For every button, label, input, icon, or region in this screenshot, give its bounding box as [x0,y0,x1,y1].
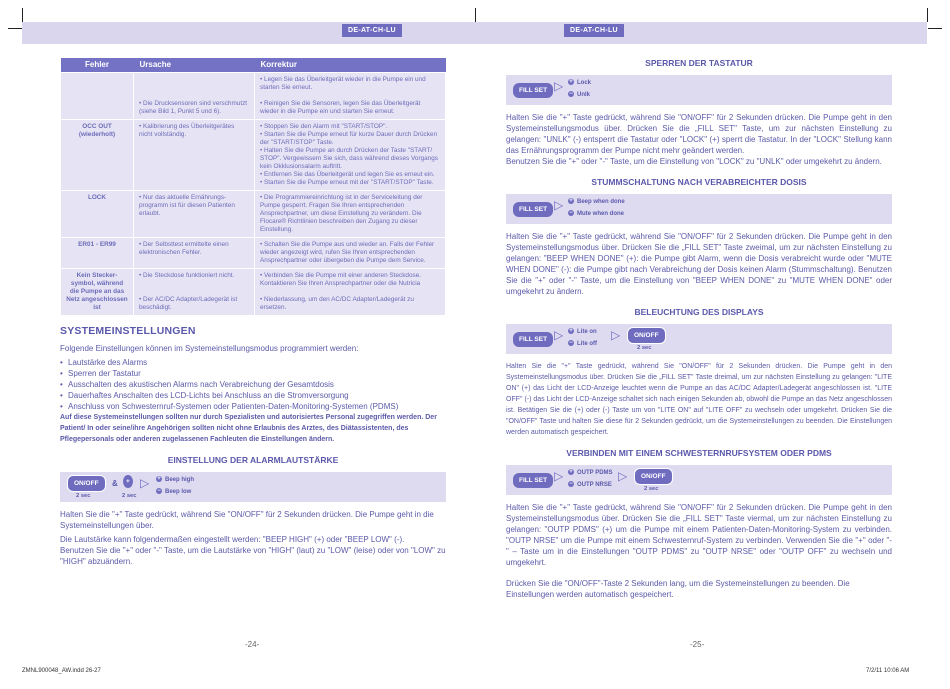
ursache-cell: • Nur das aktuelle Ernährungs-programm ist für diesen Patienten erlaubt. [134,191,255,238]
warning-text: Auf diese Systemeinstellungen sollten nur durch Spezialisten und autorisiertes Personal zugegriffen werden. Der Patient/ In oder seine/ihre Angehörigen sollten nicht ohne Erlaubnis des Arztes, des Diätassistenten, des Pflegepersonals oder anderen zugelassenen Fachleuten die Einstellungen ändern. [60,414,437,443]
ursache-cell: • Kalibrierung des Überleitgerätes nicht vollständig. [134,120,255,191]
display-text: Halten Sie die "+" Taste gedrückt, während Sie "ON/OFF" für 2 Sekunden drücken. Die Pumpe geht in den Systemeinstellungsmodus über. Drücken Sie die „FILL SET" Taste dreimal, um zur nächsten Einstellung zu gelangen: "LITE ON" (+) das Licht der LCD-Anzeige leuchtet wenn die Pumpe an das AC/DC Adapter/Ladegerät angeschlossen ist. "LITE OFF" (-) das Licht der LCD-Anzeige schaltet sich nach einigen Sekunden ab, obwohl die Pumpe an das Netz angeschlossen ist. Betätigen Sie die (+) oder (-) Taste um von "LITE ON" auf "LITE OFF" zu wechseln oder umgekehrt. Drücken Sie die "ON/OFF" Taste und halten Sie diese für 2 Sekunden gedrückt, um die Systemeinstellungen zu beenden. Die Einstellungen werden automatisch gespeichert. [506,363,892,436]
list-item: • Dauerhaftes Anschalten des LCD-Lichts bei Anschluss an die Stromversorgung [60,390,446,401]
chevron-right-icon: ▷ [618,469,628,483]
on-off-key: ON/OFF [627,327,666,344]
alarm-text: Die Lautstärke kann folgendermaßen eingestellt werden: "BEEP HIGH" (+) oder "BEEP LOW" (-). [60,535,405,544]
option-lite-on: + Lite on [569,328,597,335]
option-beep-high: + Beep high [157,476,195,483]
fehler-cell: Kein Stecker-symbol, während die Pumpe an das Netz angeschlossen ist [61,269,134,316]
on-off-key: ON/OFF [67,475,106,492]
tastatur-text: Benutzen Sie die "+" oder "-" Taste, um die Einstellung von "LOCK" zu "UNLK" oder umgekehrt zu ändern. [506,157,882,166]
alarm-text: Halten Sie die "+" Taste gedrückt, während Sie "ON/OFF" für 2 Sekunden drücken. Die Pumpe geht in die Systemeinstellungen über. [60,510,434,530]
table-row [61,238,446,269]
fehler-cell: LOCK [61,191,134,238]
korrektur-cell: • Legen Sie das Überleitgerät wieder in die Pumpe ein und starten Sie erneut. • Reinigen Sie die Sensoren, legen Sie das Überleitgerät wieder in die Pumpe ein und starten Sie erneut. [255,73,446,120]
crop-mark [928,28,942,29]
pdms-text: Halten Sie die "+" Taste gedrückt, während Sie "ON/OFF" für 2 Sekunden drücken. Die Pumpe geht in den Systemeinstellungsmodus über. Drücken Sie die „FILL SET" Taste viermal, um zur nächsten Einstellung zu gelangen: "OUTP PDMS" (+) um die Pumpe mit einem Patienten-Daten-Monitoring-System zu verbinden. "OUTP NRSE" um die Pumpe mit einem Schwesternruf-System zu verbinden. Verwenden Sie die "+" oder "-" – Taste um in die Einstellungen "OUTP PDMS" zu "OUTP NRSE" oder "OUTP OFF" zu wechseln und umgekehrt. [506,503,892,567]
list-item: • Sperren der Tastatur [60,368,446,379]
fill-set-key: FILL SET [513,473,553,488]
list-item: • Anschluss von Schwesternruf-Systemen oder Patienten-Daten-Monitoring-Systemen (PDMS) [60,401,446,412]
chevron-right-icon: ▷ [554,79,564,93]
option-outp-pdms: + OUTP PDMS [569,469,613,476]
chevron-right-icon: ▷ [140,476,150,490]
tastatur-text: Halten Sie die "+" Taste gedrückt, während Sie "ON/OFF" für 2 Sekunden drücken. Die Pumpe geht in den Systemeinstellungsmodus über. Drücken Sie die „FILL SET" Taste, um zur nächsten Einstellung zu gelangen: "UNLK" (-) entsperrt die Tastatur oder "LOCK" (+) sperrt die Tastatur. In der "LOCK" Stellung kann das Ernährungsprogramm der Pumpe nicht mehr geändert werden. [506,113,892,155]
option-beep-low: − Beep low [157,488,192,495]
footer-file: ZMNL900048_AW.indd 26-27 [22,668,101,674]
crop-mark [927,8,928,22]
fill-set-key: FILL SET [513,332,553,347]
duration-label: 2 sec [637,345,652,351]
duration-label: 2 sec [76,493,91,499]
footer-date: 7/2/11 10:06 AM [866,668,910,674]
and-symbol: & [112,479,118,488]
subsection-title-alarm: EINSTELLUNG DER ALARMLAUTSTÄRKE [167,455,339,465]
crop-mark [8,28,22,29]
left-page [60,58,446,570]
display-control-diagram [506,324,892,354]
chevron-right-icon: ▷ [554,198,564,212]
plus-key: + [123,475,133,488]
option-lock: + Lock [569,79,592,86]
settings-list [60,357,446,412]
ursache-cell: • Die Drucksensoren sind verschmutzt (siehe Bild 1, Punkt 5 und 6). [134,73,255,120]
col-fehler: Fehler [61,58,134,73]
country-code-right: DE-AT-CH-LU [564,24,624,37]
col-ursache: Ursache [134,58,255,73]
table-row [61,191,446,238]
option-unlk: − Unlk [569,91,591,98]
chevron-right-icon: ▷ [554,469,564,483]
subsection-title-tastatur: SPERREN DER TASTATUR [645,58,753,68]
chevron-right-icon: ▷ [611,328,621,342]
ursache-cell: • Die Steckdose funktioniert nicht. • Der AC/DC Adapter/Ladegerät ist beschädigt. [134,269,255,316]
header-band [22,22,927,44]
chevron-right-icon: ▷ [554,328,564,342]
table-row [61,73,446,120]
fehler-cell [61,73,134,120]
stumm-text: Halten Sie die "+" Taste gedrückt, während Sie "ON/OFF" für 2 Sekunden drücken. Die Pumpe geht in den Systemeinstellungsmodus über. Drücken Sie die „FILL SET" Taste zweimal, um zur nächsten Einstellung zu gelangen: "BEEP WHEN DONE" (+): die Pumpe gibt Alarm, wenn die Dosis verabreicht wurde oder "MUTE WHEN DONE" (-): die Pumpe gibt nach Verabreichung der Dosis keinen Alarm (Stummschaltung). Benutzen Sie die "+" oder "-" Taste, um die Einstellung von "BEEP WHEN DONE" zu "MUTE WHEN DONE" oder umgekehrt zu ändern. [506,232,892,296]
option-mute-when-done: − Mute when done [569,210,624,217]
list-item: • Ausschalten des akustischen Alarms nach Verabreichung der Gesamtdosis [60,379,446,390]
subsection-title-display: BELEUCHTUNG DES DISPLAYS [634,307,764,317]
duration-label: 2 sec [122,493,137,499]
page-number-left: -24- [245,640,260,649]
error-table [60,58,446,316]
korrektur-cell: • Stoppen Sie den Alarm mit "START/STOP". • Starten Sie die Pumpe erneut für kurze Dauer durch Drücken der "START/STOP" Taste. • Halten Sie die Pumpe an durch Drücken der Taste "START/ STOP". Vergewissern Sie sich, dass während dieses Vorgangs kein Okklusionsalarm auftritt. • Entfernen Sie das Überleitgerät und legen Sie es erneut ein. • Starten Sie die Pumpe erneut mit der "START/STOP" Taste. [255,120,446,191]
table-row [61,120,446,191]
fill-set-key: FILL SET [513,83,553,98]
fill-set-key: FILL SET [513,202,553,217]
ursache-cell: • Der Selbsttest ermittelte einen elektronischen Fehler. [134,238,255,269]
fehler-cell: OCC OUT (wiederholt) [61,120,134,191]
crop-mark [475,8,476,22]
alarm-text: Benutzen Sie die "+" oder "-" Taste, um die Lautstärke von "HIGH" (laut) zu "LOW" (leise) oder von "LOW" zu "HIGH" abzuändern. [60,546,446,566]
pdms-control-diagram [506,465,892,495]
duration-label: 2 sec [644,486,659,492]
on-off-key: ON/OFF [634,468,673,485]
stumm-control-diagram [506,194,892,224]
alarm-control-diagram [60,472,446,502]
fehler-cell: ER01 - ER99 [61,238,134,269]
korrektur-cell: • Verbinden Sie die Pumpe mit einer anderen Steckdose. Kontaktieren Sie Ihren Ansprechpartner oder die Nutricia • Niederlassung, um den AC/DC Adapter/Ladegerät zu ersetzen. [255,269,446,316]
subsection-title-stumm: STUMMSCHALTUNG NACH VERABREICHTER DOSIS [591,177,807,187]
table-row [61,269,446,316]
tastatur-control-diagram [506,75,892,105]
subsection-title-pdms: VERBINDEN MIT EINEM SCHWESTERNRUFSYSTEM ODER PDMS [566,448,832,458]
korrektur-cell: • Schalten Sie die Pumpe aus und wieder an. Falls der Fehler wieder angezeigt wird, rufen Sie Ihren entsprechenden Ansprechpartner oder übergeben die Pumpe dem Service. [255,238,446,269]
crop-mark [22,8,23,22]
page-number-right: -25- [690,640,705,649]
country-code-left: DE-AT-CH-LU [342,24,402,37]
closing-text: Drücken Sie die "ON/OFF"-Taste 2 Sekunden lang, um die Systemeinstellungen zu beenden. Die Einstellungen werden automatisch gespeichert. [506,579,850,599]
intro-text: Folgende Einstellungen können im Systemeinstellungsmodus programmiert werden: [60,344,359,353]
option-beep-when-done: + Beep when done [569,198,625,205]
list-item: • Lautstärke des Alarms [60,357,446,368]
col-korrektur: Korrektur [255,58,446,73]
right-page [506,58,892,603]
option-lite-off: − Lite off [569,340,597,347]
section-title-systemeinstellungen: SYSTEMEINSTELLUNGEN [60,325,196,337]
korrektur-cell: • Die Programmiereinrichtung ist in der Serviceleitung der Pumpe gesperrt. Fragen Sie Ihren entsprechenden Ansprechpartner, um diese Einstellung zu verändern. Die Flocare® Richtlinien beschreiben den Zugang zu dieser Einstellung. [255,191,446,238]
option-outp-nrse: − OUTP NRSE [569,481,612,488]
